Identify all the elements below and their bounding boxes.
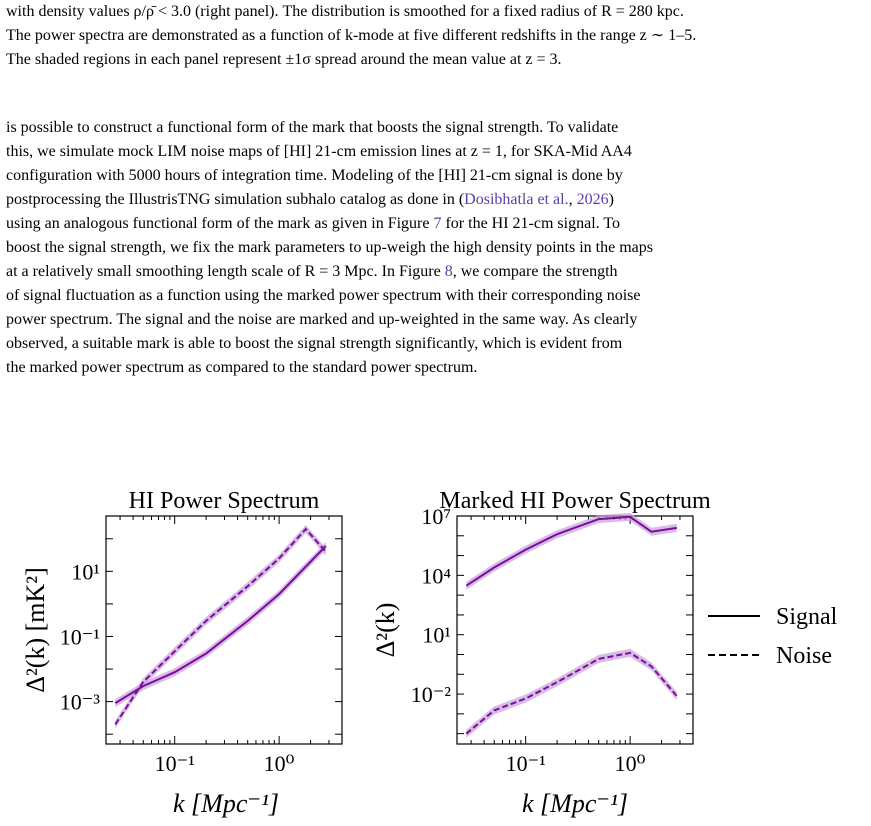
text-fragment: postprocessing the IllustrisTNG simulation subhalo catalog as done in ( <box>6 191 465 208</box>
series-lines <box>466 517 677 734</box>
x-axis-label: k [Mpc⁻¹] <box>522 789 628 818</box>
caption-line: The power spectra are demonstrated as a function of k-mode at five different redshifts in the range z ∼ 1–5. <box>6 27 697 44</box>
shaded-band <box>115 525 326 728</box>
paragraph-line <box>6 260 868 284</box>
body-paragraph <box>6 116 868 380</box>
legend-noise-label: Noise <box>776 643 832 669</box>
paragraph-line <box>6 188 868 212</box>
figure-ref-link[interactable]: 7 <box>433 215 442 232</box>
figure-ref-link[interactable]: 8 <box>444 263 453 280</box>
y-tick-label: 10⁴ <box>421 563 451 589</box>
text-fragment: , <box>568 191 577 208</box>
shaded-region <box>466 513 677 590</box>
paragraph-line: is possible to construct a functional form of the mark that boosts the signal strength. To validate <box>6 119 619 136</box>
tick-marks <box>106 516 342 744</box>
paragraph-line: observed, a suitable mark is able to boost the signal strength significantly, which is evident from <box>6 335 623 352</box>
x-tick-label: 10⁻¹ <box>505 751 546 776</box>
x-tick-label: 10⁰ <box>263 751 295 776</box>
y-tick-label: 10⁻² <box>410 682 451 708</box>
panel-hi-power-spectrum <box>21 488 342 818</box>
y-tick-label: 10¹ <box>71 559 100 585</box>
x-tick-label: 10⁰ <box>614 751 646 776</box>
paragraph-line: the marked power spectrum as compared to the standard power spectrum. <box>6 359 478 376</box>
figure-8 <box>0 478 871 826</box>
y-tick-label: 10⁷ <box>421 504 451 529</box>
paragraph-line: configuration with 5000 hours of integration time. Modeling of the [HI] 21-cm signal is done by <box>6 167 623 184</box>
y-tick-label: 10⁻³ <box>59 689 100 715</box>
panel-marked-hi-power-spectrum <box>371 488 711 818</box>
paragraph-line: of signal fluctuation as a function using the marked power spectrum with their corresponding noise <box>6 287 641 304</box>
caption-line: The shaded regions in each panel represent ±1σ spread around the mean value at z = 3. <box>6 51 562 68</box>
y-tick-label: 10¹ <box>422 622 451 648</box>
text-fragment: using an analogous functional form of the mark as given in Figure <box>6 215 434 232</box>
text-fragment: , we compare the strength <box>452 263 618 280</box>
citation-year-link[interactable]: 2026 <box>576 191 609 208</box>
y-axis-label: Δ²(k) [mK²] <box>21 567 50 693</box>
panel-title: HI Power Spectrum <box>128 488 320 514</box>
legend-signal-label: Signal <box>776 604 838 630</box>
paragraph-line: boost the signal strength, we fix the mark parameters to up-weigh the high density points in the maps <box>6 239 653 256</box>
x-tick-label: 10⁻¹ <box>154 751 195 776</box>
citation-link[interactable]: Dosibhatla et al. <box>464 191 569 208</box>
series-lines <box>115 529 325 724</box>
panel-title: Marked HI Power Spectrum <box>439 488 711 514</box>
paragraph-line <box>6 212 868 236</box>
shaded-region <box>115 525 326 728</box>
text-fragment: ) <box>608 191 614 208</box>
plot-frame <box>106 516 342 744</box>
y-axis-label: Δ²(k) <box>371 602 400 658</box>
caption-line: with density values ρ/ρ̄ < 3.0 (right panel). The distribution is smoothed for a fixed radius of R = 280 kpc. <box>6 3 684 20</box>
y-tick-label: 10⁻¹ <box>59 624 100 650</box>
figure-svg <box>0 478 871 826</box>
x-axis-label: k [Mpc⁻¹] <box>173 789 279 818</box>
legend <box>708 604 838 669</box>
text-fragment: for the HI 21-cm signal. To <box>441 215 621 232</box>
figure-caption <box>6 0 868 72</box>
series-noise-line <box>115 529 325 724</box>
shaded-band <box>466 513 677 738</box>
paragraph-line: this, we simulate mock LIM noise maps of [HI] 21-cm emission lines at z = 1, for SKA-Mid AA4 <box>6 143 632 160</box>
paragraph-line: power spectrum. The signal and the noise are marked and up-weighted in the same way. As clearly <box>6 311 638 328</box>
text-fragment: at a relatively small smoothing length scale of R = 3 Mpc. In Figure <box>6 263 445 280</box>
